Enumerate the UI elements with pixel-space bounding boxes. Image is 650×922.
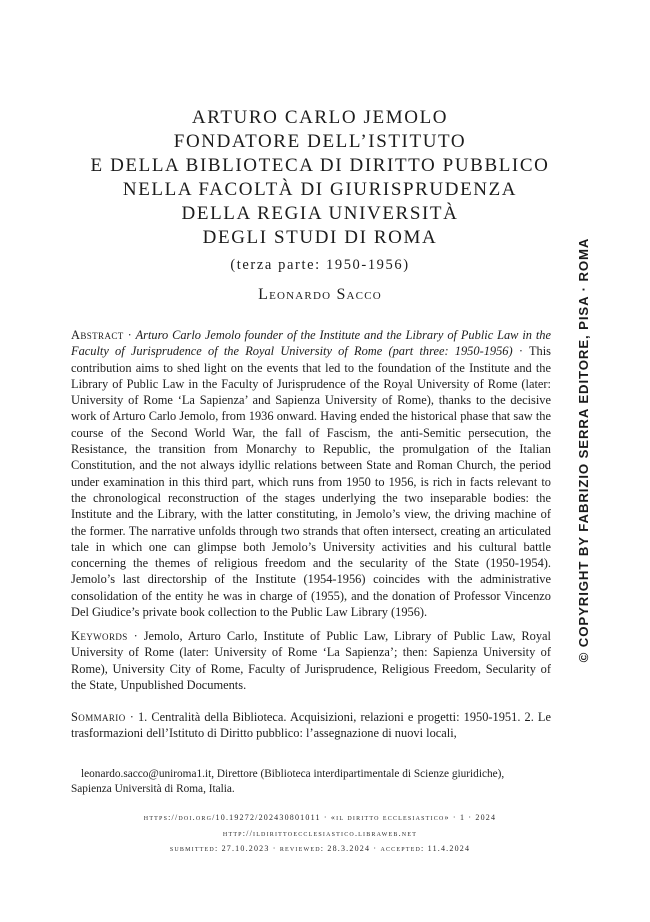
abstract-text: This contribution aims to shed light on the events that led to the foundation of the Institute and the Library of Public Law in the Faculty of Jurisprudence of the Royal University of Rome (later: University of Rome ‘La Sapienza’ and Sapienza University of Rome), thanks to the decisive work of Arturo Carlo Jemolo, from 1936 onward. Having ended the historical phase that saw the course of the Second World War, the fall of Fascism, the anti-Semitic persecution, the Resistance, the transition from Monarchy to Republic, the promulgation of the Italian Constitution, and the not always idyllic relations between State and Roman Church, the period under examination in this third part, which runs from 1950 to 1956, is rich in facts relevant to the chronological reconstruction of the stages underlying the two inseparable bodies: the Institute and the Library, with the latter constituting, in Jemolo’s view, the driving machine of the former. The narrative unfolds through two strands that often intersect, creating an articulated tale in which one can glimpse both Jemolo’s University activities and his cultural battle concerning the themes of religious freedom and the secularity of the State (1950-1954). Jemolo’s last directorship of the Institute (1954-1956) coincides with the administrative consolidation of the entity he was in charge of (1955), and the donation of Professor Vincenzo Del Giudice’s private book collection to the Public Law Library (1956). bbox=[71, 344, 551, 620]
title-line-1: ARTURO CARLO JEMOLO bbox=[191, 107, 449, 128]
subtitle: (terza parte: 1950-1956) bbox=[230, 257, 410, 273]
footnote-line-2: Sapienza Università di Roma, Italia. bbox=[71, 783, 235, 795]
abstract-english-title: Arturo Carlo Jemolo founder of the Institute and the Library of Public Law in the Faculty of Jurisprudence of the Royal University of Rome (part three: 1950-1956) bbox=[71, 328, 552, 359]
keywords-label: Keywords bbox=[71, 629, 128, 643]
submission-dates: submitted: 27.10.2023 · reviewed: 28.3.2024 · accepted: 11.4.2024 bbox=[169, 844, 471, 853]
title-line-3: E DELLA BIBLIOTECA DI DIRITTO PUBBLICO bbox=[90, 155, 550, 176]
copyright-notice: © COPYRIGHT BY FABRIZIO SERRA EDITORE, PISA · ROMA bbox=[576, 237, 591, 663]
sommario-text: 1. Centralità della Biblioteca. Acquisizioni, relazioni e progetti: 1950-1951. 2. Le trasformazioni dell’Istituto di Diritto pubblico: l’assegnazione di nuovi locali, bbox=[71, 710, 551, 741]
title-line-4: NELLA FACOLTÀ DI GIURISPRUDENZA bbox=[122, 179, 518, 200]
abstract-separator-2: · bbox=[512, 344, 529, 359]
title-line-6: DEGLI STUDI DI ROMA bbox=[202, 227, 438, 248]
abstract-separator: · bbox=[123, 328, 136, 342]
keywords bbox=[71, 628, 551, 693]
author-name: Leonardo Sacco bbox=[258, 286, 382, 303]
keywords-text: Jemolo, Arturo Carlo, Institute of Public Law, Library of Public Law, Royal University of Rome (later: University of Rome ‘La Sapienza’; then: Sapienza University of Rome), University City of Rome, Faculty of Jurisprudence, Religious Freedom, Secularity of the State, Unpublished Documents. bbox=[71, 629, 551, 692]
journal-url: http://ildirittoecclesiastico.libraweb.net bbox=[222, 828, 418, 838]
footnote-line-1: leonardo.sacco@uniroma1.it, Direttore (Biblioteca interdipartimentale di Scienze giuridiche), bbox=[81, 768, 505, 780]
title-line-2: FONDATORE DELL’ISTITUTO bbox=[173, 131, 467, 152]
title-line-5: DELLA REGIA UNIVERSITÀ bbox=[181, 203, 459, 224]
sommario-separator: · bbox=[125, 710, 138, 724]
author-footnote bbox=[71, 767, 551, 797]
doi-line: https://doi.org/10.19272/202430801011 · «il diritto ecclesiastico» · 1 · 2024 bbox=[143, 813, 497, 822]
sommario bbox=[71, 709, 551, 742]
publication-info bbox=[40, 810, 600, 857]
abstract bbox=[71, 327, 551, 620]
title-block bbox=[40, 106, 600, 304]
abstract-label: Abstract bbox=[71, 328, 124, 342]
sommario-label: Sommario bbox=[71, 710, 126, 724]
keywords-separator: · bbox=[127, 629, 144, 643]
